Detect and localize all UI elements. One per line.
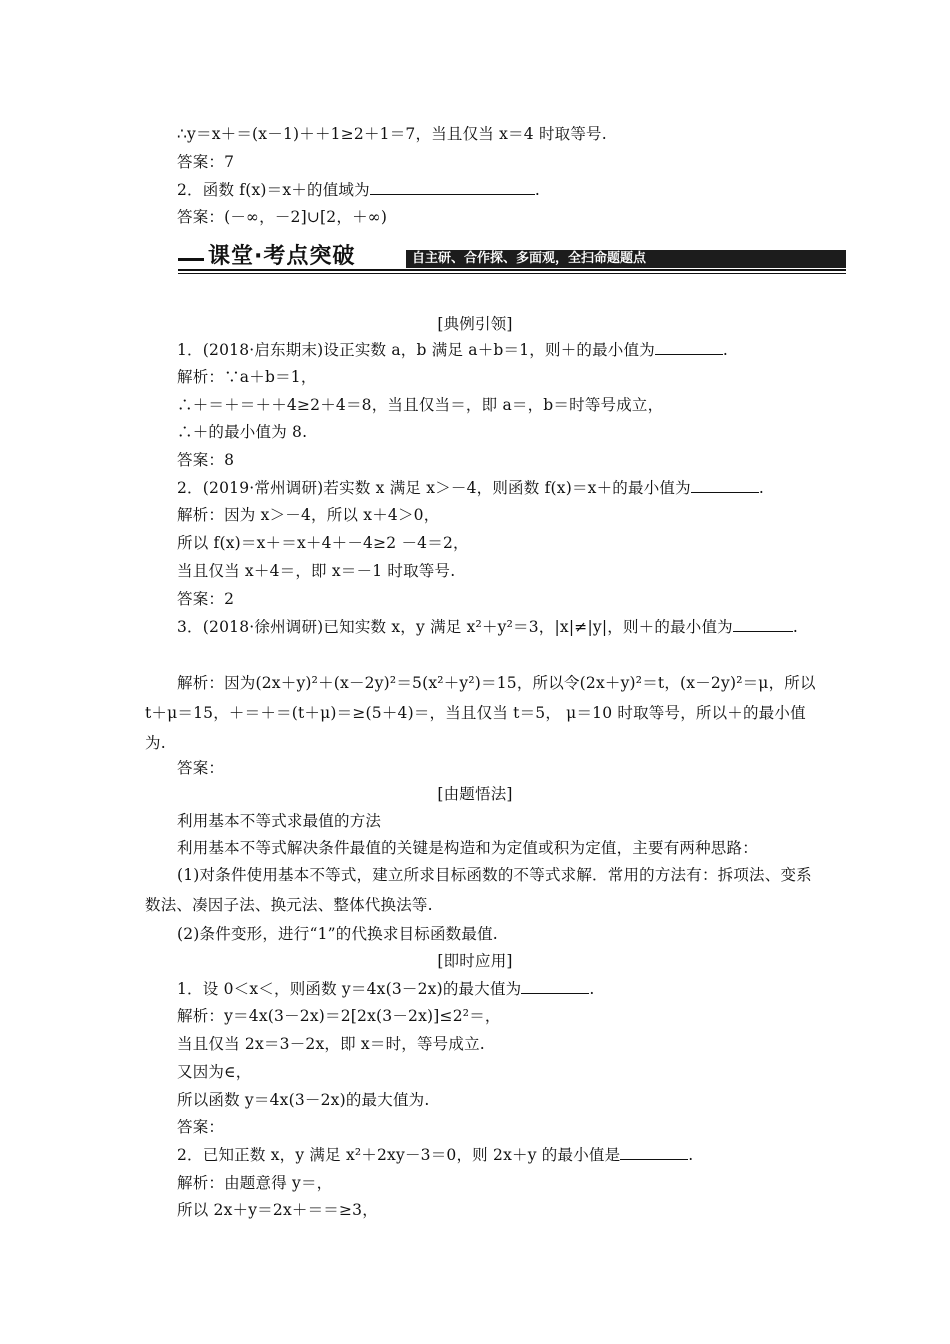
solution-line: 所以 f(x)＝x＋＝x＋4＋－4≥2 －4＝2，	[177, 534, 469, 552]
question-text: 3．(2018·徐州调研)已知实数 x，y 满足 x²＋y²＝3，|x|≠|y|，则＋的最小值为	[177, 618, 733, 636]
question-line	[177, 979, 594, 999]
question-text: 1．(2018·启东期末)设正实数 a，b 满足 a＋b＝1，则＋的最小值为	[177, 341, 655, 359]
solution-line: 又因为∈，	[177, 1063, 252, 1081]
section-banner	[178, 244, 846, 274]
solution-line: 解析：因为 x＞－4，所以 x＋4＞0，	[177, 506, 440, 524]
answer-blank	[691, 478, 759, 493]
answer-blank	[733, 617, 793, 632]
answer-line: 答案：	[177, 759, 225, 777]
method-text: (2)条件变形，进行“1”的代换求目标函数最值.	[177, 925, 498, 943]
solution-line: ∴＋＝＋＝＋＋4≥2＋4＝8，当且仅当＝，即 a＝，b＝时等号成立，	[177, 396, 664, 414]
section-heading: [即时应用]	[437, 952, 513, 970]
method-text: (1)对条件使用基本不等式，建立所求目标函数的不等式求解．常用的方法有：拆项法、变系数法、凑因子法、换元法、整体代换法等.	[145, 866, 812, 914]
question-end: .	[792, 618, 799, 636]
answer-blank	[620, 1145, 688, 1160]
answer-line: 答案：2	[177, 590, 235, 608]
question-end: .	[688, 1146, 694, 1164]
question-line	[177, 1145, 693, 1165]
solution-line: 当且仅当 2x＝3－2x，即 x＝时，等号成立.	[177, 1035, 485, 1053]
solution-line: 解析：y＝4x(3－2x)＝2[2x(3－2x)]≤2²＝，	[177, 1007, 501, 1025]
text-line: ∴y＝x＋＝(x－1)＋＋1≥2＋1＝7，当且仅当 x＝4 时取等号.	[177, 125, 607, 143]
solution-line: 解析：由题意得 y＝，	[177, 1174, 333, 1192]
question-end: .	[589, 980, 595, 998]
answer-line: 答案：8	[177, 451, 235, 469]
answer-line: 答案：(－∞，－2]∪[2，＋∞)	[177, 208, 388, 226]
question-text: 2．已知正数 x，y 满足 x²＋2xy－3＝0，则 2x＋y 的最小值是	[177, 1146, 621, 1164]
solution-paragraph: 解析：因为(2x＋y)²＋(x－2y)²＝5(x²＋y²)＝15，所以令(2x＋y)²＝t，(x－2y)²＝μ，所以 t＋μ＝15，＋＝＋＝(t＋μ)＝≥(5＋4)＝，当且仅当 t＝5， μ＝10 时取等号，所以＋的最小值为.	[145, 674, 816, 752]
section-heading: [由题悟法]	[437, 785, 513, 803]
section-heading: [典例引领]	[437, 315, 513, 333]
question-line	[177, 340, 728, 360]
question-text: 2．函数 f(x)＝x＋的值域为	[177, 181, 370, 199]
answer-line: 答案：	[177, 1118, 225, 1136]
method-title: 利用基本不等式求最值的方法	[177, 812, 382, 830]
solution-line: ∴＋的最小值为 8.	[177, 423, 308, 441]
question-line	[177, 478, 764, 498]
answer-blank	[655, 340, 723, 355]
question-end: .	[722, 341, 729, 359]
method-text: 利用基本不等式解决条件最值的关键是构造和为定值或积为定值，主要有两种思路：	[177, 839, 758, 857]
solution-line: 所以函数 y＝4x(3－2x)的最大值为.	[177, 1091, 430, 1109]
solution-line: 所以 2x＋y＝2x＋＝＝≥3，	[177, 1201, 378, 1219]
banner-rule	[178, 269, 846, 271]
banner-rule-thin	[178, 273, 846, 274]
question-text: 1．设 0＜x＜，则函数 y＝4x(3－2x)的最大值为	[177, 980, 522, 998]
question-paragraph	[177, 612, 817, 642]
question-text: 2．(2019·常州调研)若实数 x 满足 x＞－4，则函数 f(x)＝x＋的最小值为	[177, 479, 691, 497]
answer-line: 答案：7	[177, 153, 235, 171]
solution-line: 解析：∵a＋b＝1，	[177, 368, 317, 386]
answer-blank	[370, 180, 535, 195]
banner-title: 课堂·考点突破	[208, 244, 356, 269]
solution-line: 当且仅当 x＋4＝，即 x＝－1 时取等号.	[177, 562, 456, 580]
question-line	[177, 180, 540, 200]
question-end: .	[534, 181, 540, 199]
banner-tag: 自主研、合作探、多面观，全扫命题题点	[406, 250, 846, 268]
answer-blank	[521, 979, 589, 994]
question-end: .	[758, 479, 764, 497]
